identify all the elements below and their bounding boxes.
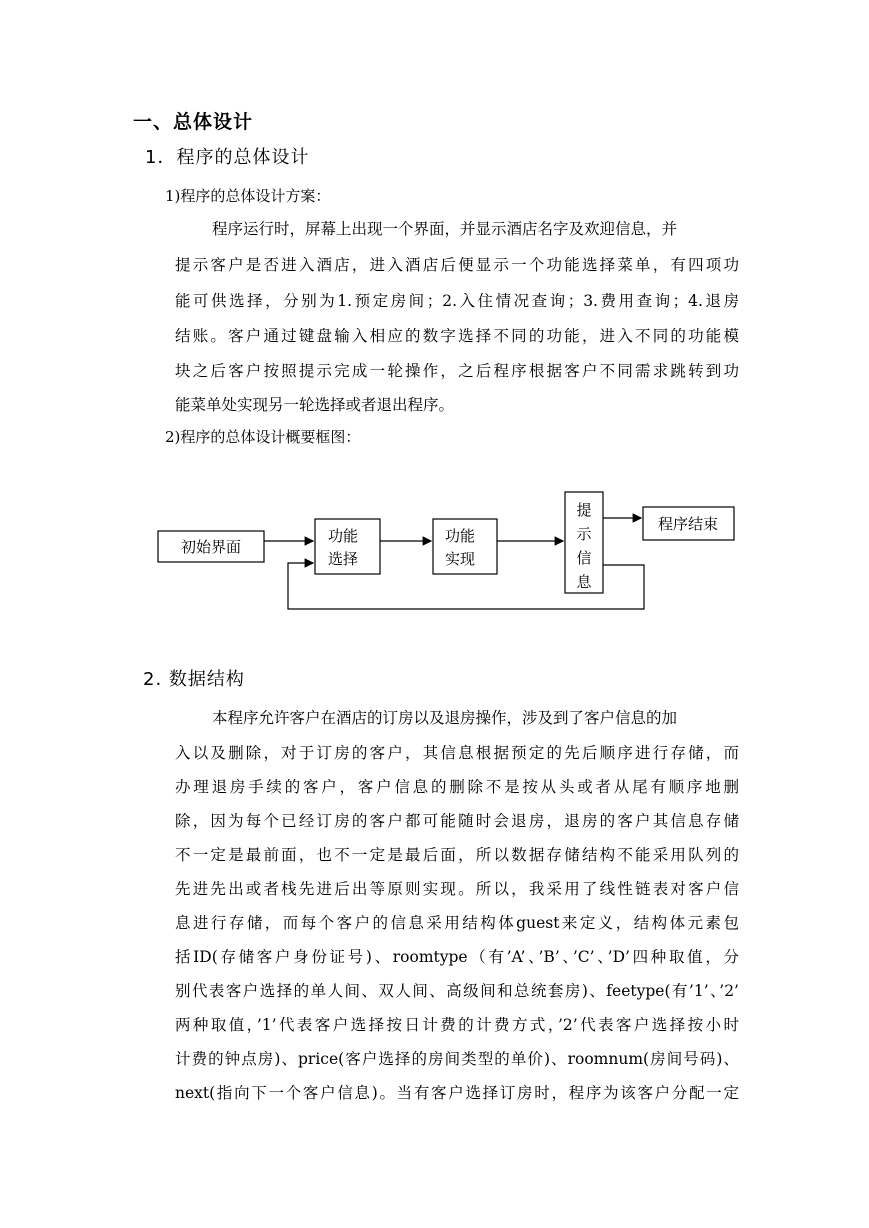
function-impl-label-line2: 实现 — [445, 550, 476, 568]
paragraph-line: 不一定是最前面，也不一定是最后面，所以数据存储结构不能采用队列的 — [175, 846, 739, 864]
function-impl-label-line1: 功能 — [445, 527, 476, 545]
paragraph-line: 先进先出或者栈先进后出等原则实现。所以，我采用了线性链表对客户信 — [175, 880, 739, 898]
prompt-info-char: 提 — [576, 501, 592, 519]
subsection-heading-program-design: 1．程序的总体设计 — [145, 147, 310, 168]
paragraph-line: 程序运行时，屏幕上出现一个界面，并显示酒店名字及欢迎信息，并 — [212, 220, 678, 238]
paragraph-line: 入以及删除，对于订房的客户，其信息根据预定的先后顺序进行存储，而 — [175, 744, 739, 762]
paragraph-line: next(指向下一个客户信息)。当有客户选择订房时，程序为该客户分配一定 — [175, 1084, 739, 1102]
program-flow-diagram — [150, 485, 750, 620]
paragraph-line: 别代表客户选择的单人间、双人间、高级间和总统套房)、feetype(有’1’、’2’ — [175, 982, 739, 1000]
prompt-info-char: 信 — [576, 549, 592, 567]
paragraph-line: 块之后客户按照提示完成一轮操作，之后程序根据客户不同需求跳转到功 — [175, 362, 739, 380]
paragraph-line: 提示客户是否进入酒店，进入酒店后便显示一个功能选择菜单，有四项功 — [175, 256, 739, 274]
subsection-heading-data-structure: 2. 数据结构 — [143, 669, 245, 690]
prompt-info-char: 示 — [576, 525, 592, 543]
function-select-label-line2: 选择 — [328, 550, 359, 568]
paragraph-line: 结账。客户通过键盘输入相应的数字选择不同的功能，进入不同的功能模 — [175, 327, 739, 345]
paragraph-line: 括ID(存储客户身份证号)、roomtype（有’A’、’B’、’C’、’D’四种取值，分 — [175, 948, 739, 966]
paragraph-line: 除，因为每个已经订房的客户都可能随时会退房，退房的客户其信息存储 — [175, 812, 739, 830]
item-heading-design-plan: 1)程序的总体设计方案： — [165, 187, 331, 205]
paragraph-line: 两种取值，’1’代表客户选择按日计费的计费方式，’2’代表客户选择按小时 — [175, 1016, 739, 1034]
item-heading-block-diagram: 2)程序的总体设计概要框图： — [165, 428, 361, 446]
paragraph-line: 本程序允许客户在酒店的订房以及退房操作，涉及到了客户信息的加 — [212, 709, 678, 727]
prompt-info-char: 息 — [576, 573, 592, 591]
paragraph-line: 办理退房手续的客户，客户信息的删除不是按从头或者从尾有顺序地删 — [175, 778, 739, 796]
paragraph-line: 息进行存储，而每个客户的信息采用结构体guest来定义，结构体元素包 — [175, 914, 739, 932]
initial-screen-label: 初始界面 — [180, 538, 242, 556]
paragraph-line: 能菜单处实现另一轮选择或者退出程序。 — [175, 396, 455, 414]
section-heading-overall-design: 一、总体设计 — [133, 111, 254, 133]
program-end-label: 程序结束 — [657, 515, 719, 533]
function-select-label-line1: 功能 — [328, 527, 359, 545]
paragraph-line: 计费的钟点房)、price(客户选择的房间类型的单价)、roomnum(房间号码)、 — [175, 1050, 739, 1068]
paragraph-line: 能可供选择，分别为1.预定房间；2.入住情况查询；3.费用查询；4.退房 — [175, 292, 739, 310]
